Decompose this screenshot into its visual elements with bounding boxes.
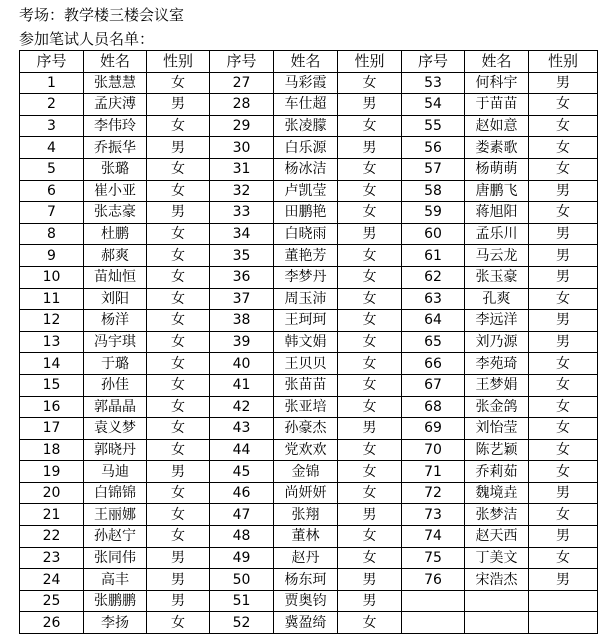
- header-gender-1: 性别: [147, 51, 210, 73]
- table-row: [20, 331, 598, 353]
- candidate-name: 唐鹏飞: [465, 180, 529, 202]
- empty-cell: [402, 590, 465, 612]
- candidate-gender: 女: [338, 202, 402, 224]
- candidate-gender: 女: [338, 310, 402, 332]
- candidate-name: 袁义梦: [84, 418, 147, 440]
- candidate-gender: 男: [529, 245, 598, 267]
- candidate-gender: 男: [338, 94, 402, 116]
- candidate-gender: 女: [147, 180, 210, 202]
- candidate-no: 32: [210, 180, 274, 202]
- candidate-name: 张志豪: [84, 202, 147, 224]
- candidate-no: 4: [20, 137, 84, 159]
- candidate-name: 娄素歌: [465, 137, 529, 159]
- candidate-no: 26: [20, 612, 84, 634]
- candidate-name: 白晓雨: [274, 223, 338, 245]
- candidate-name: 郭晓丹: [84, 439, 147, 461]
- candidate-no: 71: [402, 461, 465, 483]
- candidate-gender: 男: [529, 569, 598, 591]
- candidate-no: 47: [210, 504, 274, 526]
- candidate-no: 3: [20, 115, 84, 137]
- candidate-name: 赵如意: [465, 115, 529, 137]
- candidate-name: 张亚培: [274, 396, 338, 418]
- candidate-name: 车仕超: [274, 94, 338, 116]
- candidate-gender: 女: [529, 115, 598, 137]
- candidate-no: 15: [20, 374, 84, 396]
- candidate-no: 62: [402, 266, 465, 288]
- candidate-name: 杨洋: [84, 310, 147, 332]
- table-row: [20, 482, 598, 504]
- candidate-no: 11: [20, 288, 84, 310]
- candidate-gender: 男: [529, 72, 598, 94]
- candidate-no: 75: [402, 547, 465, 569]
- table-row: [20, 158, 598, 180]
- candidate-name: 张金鸽: [465, 396, 529, 418]
- candidate-no: 60: [402, 223, 465, 245]
- candidate-no: 23: [20, 547, 84, 569]
- candidate-gender: 男: [529, 482, 598, 504]
- candidate-no: 63: [402, 288, 465, 310]
- candidate-gender: 女: [147, 223, 210, 245]
- candidate-no: 67: [402, 374, 465, 396]
- candidate-no: 6: [20, 180, 84, 202]
- candidate-table-body: [20, 72, 598, 633]
- candidate-name: 冯宇琪: [84, 331, 147, 353]
- candidate-name: 蒋旭阳: [465, 202, 529, 224]
- candidate-name: 董林: [274, 526, 338, 548]
- header-no-1: 序号: [20, 51, 84, 73]
- table-row: [20, 396, 598, 418]
- candidate-no: 66: [402, 353, 465, 375]
- candidate-gender: 男: [529, 266, 598, 288]
- table-row: [20, 223, 598, 245]
- candidate-gender: 女: [338, 331, 402, 353]
- candidate-gender: 男: [338, 137, 402, 159]
- candidate-name: 郝爽: [84, 245, 147, 267]
- candidate-name: 郭晶晶: [84, 396, 147, 418]
- candidate-no: 65: [402, 331, 465, 353]
- candidate-no: 13: [20, 331, 84, 353]
- candidate-gender: 男: [338, 418, 402, 440]
- candidate-name: 王珂珂: [274, 310, 338, 332]
- candidate-gender: 女: [338, 245, 402, 267]
- candidate-name: 卢凯莹: [274, 180, 338, 202]
- candidate-gender: 男: [147, 461, 210, 483]
- candidate-name: 刘阳: [84, 288, 147, 310]
- candidate-gender: 女: [147, 266, 210, 288]
- table-row: [20, 590, 598, 612]
- candidate-no: 45: [210, 461, 274, 483]
- candidate-no: 69: [402, 418, 465, 440]
- candidate-gender: 女: [147, 245, 210, 267]
- candidate-name: 赵丹: [274, 547, 338, 569]
- candidate-no: 8: [20, 223, 84, 245]
- candidate-name: 王梦娟: [465, 374, 529, 396]
- candidate-no: 49: [210, 547, 274, 569]
- table-row: [20, 245, 598, 267]
- candidate-gender: 女: [147, 439, 210, 461]
- candidate-gender: 女: [338, 180, 402, 202]
- candidate-gender: 女: [147, 72, 210, 94]
- candidate-no: 50: [210, 569, 274, 591]
- candidate-no: 70: [402, 439, 465, 461]
- candidate-gender: 女: [529, 461, 598, 483]
- candidate-no: 7: [20, 202, 84, 224]
- candidate-gender: 男: [147, 94, 210, 116]
- candidate-no: 21: [20, 504, 84, 526]
- candidate-name: 韩文娟: [274, 331, 338, 353]
- candidate-no: 56: [402, 137, 465, 159]
- candidate-no: 35: [210, 245, 274, 267]
- table-row: [20, 353, 598, 375]
- candidate-gender: 男: [529, 223, 598, 245]
- candidate-no: 2: [20, 94, 84, 116]
- candidate-name: 张苗苗: [274, 374, 338, 396]
- candidate-name: 孔爽: [465, 288, 529, 310]
- candidate-gender: 女: [529, 202, 598, 224]
- candidate-no: 30: [210, 137, 274, 159]
- table-row: [20, 202, 598, 224]
- candidate-name: 周玉沛: [274, 288, 338, 310]
- candidate-name: 杨冰洁: [274, 158, 338, 180]
- candidate-no: 44: [210, 439, 274, 461]
- table-row: [20, 266, 598, 288]
- table-row: [20, 418, 598, 440]
- candidate-name: 魏境垚: [465, 482, 529, 504]
- candidate-gender: 女: [338, 115, 402, 137]
- candidate-name: 孙赵宁: [84, 526, 147, 548]
- candidate-list-title: 参加笔试人员名单：: [19, 30, 155, 48]
- candidate-name: 白锦锦: [84, 482, 147, 504]
- candidate-gender: 女: [338, 266, 402, 288]
- candidate-name: 乔振华: [84, 137, 147, 159]
- candidate-gender: 女: [338, 439, 402, 461]
- table-row: [20, 504, 598, 526]
- candidate-gender: 女: [338, 482, 402, 504]
- candidate-gender: 女: [147, 418, 210, 440]
- candidate-name: 张鹏鹏: [84, 590, 147, 612]
- table-row: [20, 94, 598, 116]
- candidate-no: 76: [402, 569, 465, 591]
- candidate-no: 24: [20, 569, 84, 591]
- candidate-gender: 女: [529, 374, 598, 396]
- candidate-gender: 女: [529, 396, 598, 418]
- candidate-gender: 女: [147, 612, 210, 634]
- empty-cell: [529, 612, 598, 634]
- candidate-name: 李扬: [84, 612, 147, 634]
- candidate-name: 杨萌萌: [465, 158, 529, 180]
- candidate-name: 张翔: [274, 504, 338, 526]
- candidate-no: 1: [20, 72, 84, 94]
- candidate-no: 57: [402, 158, 465, 180]
- candidate-gender: 女: [338, 288, 402, 310]
- table-row: [20, 374, 598, 396]
- candidate-no: 58: [402, 180, 465, 202]
- candidate-name: 田鹏艳: [274, 202, 338, 224]
- candidate-gender: 男: [338, 590, 402, 612]
- candidate-name: 于璐: [84, 353, 147, 375]
- candidate-name: 白乐源: [274, 137, 338, 159]
- candidate-gender: 女: [338, 547, 402, 569]
- candidate-no: 5: [20, 158, 84, 180]
- candidate-no: 55: [402, 115, 465, 137]
- candidate-no: 73: [402, 504, 465, 526]
- candidate-no: 68: [402, 396, 465, 418]
- candidate-gender: 女: [147, 310, 210, 332]
- candidate-no: 53: [402, 72, 465, 94]
- candidate-name: 王贝贝: [274, 353, 338, 375]
- candidate-gender: 女: [338, 353, 402, 375]
- candidate-gender: 女: [529, 158, 598, 180]
- candidate-gender: 女: [147, 331, 210, 353]
- candidate-gender: 女: [529, 288, 598, 310]
- candidate-no: 19: [20, 461, 84, 483]
- candidate-no: 31: [210, 158, 274, 180]
- candidate-gender: 女: [338, 158, 402, 180]
- candidate-no: 29: [210, 115, 274, 137]
- candidate-name: 杜鹏: [84, 223, 147, 245]
- candidate-name: 张同伟: [84, 547, 147, 569]
- candidate-gender: 女: [529, 137, 598, 159]
- candidate-no: 54: [402, 94, 465, 116]
- candidate-no: 36: [210, 266, 274, 288]
- candidate-gender: 女: [338, 72, 402, 94]
- candidate-no: 41: [210, 374, 274, 396]
- candidate-name: 乔莉茹: [465, 461, 529, 483]
- candidate-no: 64: [402, 310, 465, 332]
- candidate-name: 何科宇: [465, 72, 529, 94]
- candidate-no: 10: [20, 266, 84, 288]
- candidate-name: 孙佳: [84, 374, 147, 396]
- table-row: [20, 439, 598, 461]
- candidate-name: 张凌朦: [274, 115, 338, 137]
- candidate-gender: 女: [147, 526, 210, 548]
- candidate-name: 李远洋: [465, 310, 529, 332]
- candidate-name: 于苗苗: [465, 94, 529, 116]
- candidate-name: 马迪: [84, 461, 147, 483]
- candidate-name: 孟乐川: [465, 223, 529, 245]
- candidate-no: 48: [210, 526, 274, 548]
- candidate-name: 李苑琦: [465, 353, 529, 375]
- candidate-name: 丁美文: [465, 547, 529, 569]
- candidate-name: 马云龙: [465, 245, 529, 267]
- header-name-1: 姓名: [84, 51, 147, 73]
- candidate-name: 贾奥钧: [274, 590, 338, 612]
- candidate-gender: 女: [529, 547, 598, 569]
- candidate-gender: 男: [338, 223, 402, 245]
- candidate-name: 张梦洁: [465, 504, 529, 526]
- candidate-gender: 女: [338, 461, 402, 483]
- table-header-row: [20, 51, 598, 73]
- candidate-gender: 男: [529, 180, 598, 202]
- candidate-no: 17: [20, 418, 84, 440]
- candidate-no: 12: [20, 310, 84, 332]
- candidate-name: 杨东珂: [274, 569, 338, 591]
- candidate-no: 28: [210, 94, 274, 116]
- table-row: [20, 115, 598, 137]
- header-no-2: 序号: [210, 51, 274, 73]
- candidate-gender: 女: [529, 353, 598, 375]
- candidate-name: 李梦丹: [274, 266, 338, 288]
- candidate-gender: 男: [529, 526, 598, 548]
- header-name-3: 姓名: [465, 51, 529, 73]
- candidate-name: 刘乃源: [465, 331, 529, 353]
- candidate-no: 46: [210, 482, 274, 504]
- candidate-gender: 女: [147, 482, 210, 504]
- candidate-no: 14: [20, 353, 84, 375]
- empty-cell: [402, 612, 465, 634]
- candidate-name: 孟庆溥: [84, 94, 147, 116]
- candidate-no: 52: [210, 612, 274, 634]
- candidate-no: 40: [210, 353, 274, 375]
- candidate-no: 25: [20, 590, 84, 612]
- candidate-name: 崔小亚: [84, 180, 147, 202]
- candidate-no: 16: [20, 396, 84, 418]
- candidate-no: 59: [402, 202, 465, 224]
- candidate-gender: 男: [147, 202, 210, 224]
- candidate-name: 刘怡莹: [465, 418, 529, 440]
- candidate-name: 尚妍妍: [274, 482, 338, 504]
- table-row: [20, 612, 598, 634]
- candidate-name: 孙豪杰: [274, 418, 338, 440]
- candidate-gender: 女: [147, 374, 210, 396]
- candidate-name: 宋浩杰: [465, 569, 529, 591]
- candidate-gender: 女: [338, 374, 402, 396]
- candidate-name: 张玉豪: [465, 266, 529, 288]
- exam-room-heading: 考场：教学楼三楼会议室: [19, 6, 185, 24]
- table-row: [20, 569, 598, 591]
- table-row: [20, 526, 598, 548]
- candidate-name: 高丰: [84, 569, 147, 591]
- candidate-name: 党欢欢: [274, 439, 338, 461]
- candidate-no: 43: [210, 418, 274, 440]
- candidate-no: 39: [210, 331, 274, 353]
- candidate-gender: 女: [147, 158, 210, 180]
- candidate-no: 18: [20, 439, 84, 461]
- header-no-3: 序号: [402, 51, 465, 73]
- table-row: [20, 137, 598, 159]
- candidate-gender: 女: [338, 526, 402, 548]
- candidate-name: 金锦: [274, 461, 338, 483]
- candidate-gender: 男: [147, 137, 210, 159]
- candidate-gender: 女: [529, 439, 598, 461]
- candidate-no: 34: [210, 223, 274, 245]
- table-row: [20, 547, 598, 569]
- candidate-name: 赵天西: [465, 526, 529, 548]
- candidate-no: 72: [402, 482, 465, 504]
- candidate-gender: 男: [529, 331, 598, 353]
- candidate-name: 张慧慧: [84, 72, 147, 94]
- empty-cell: [465, 612, 529, 634]
- candidate-name: 冀盈绮: [274, 612, 338, 634]
- candidate-name: 董艳芳: [274, 245, 338, 267]
- candidate-name: 陈艺颖: [465, 439, 529, 461]
- candidate-name: 苗灿恒: [84, 266, 147, 288]
- candidate-no: 22: [20, 526, 84, 548]
- candidate-gender: 女: [147, 115, 210, 137]
- candidate-gender: 男: [338, 569, 402, 591]
- candidate-gender: 男: [529, 310, 598, 332]
- candidate-no: 20: [20, 482, 84, 504]
- candidate-name: 张璐: [84, 158, 147, 180]
- candidate-gender: 男: [147, 569, 210, 591]
- candidate-no: 33: [210, 202, 274, 224]
- candidate-gender: 女: [147, 504, 210, 526]
- candidate-no: 51: [210, 590, 274, 612]
- candidate-no: 74: [402, 526, 465, 548]
- candidate-gender: 女: [529, 504, 598, 526]
- table-row: [20, 72, 598, 94]
- table-row: [20, 461, 598, 483]
- table-row: [20, 288, 598, 310]
- header-name-2: 姓名: [274, 51, 338, 73]
- table-row: [20, 180, 598, 202]
- candidate-name: 马彩霞: [274, 72, 338, 94]
- candidate-gender: 女: [338, 396, 402, 418]
- candidate-gender: 女: [338, 612, 402, 634]
- empty-cell: [465, 590, 529, 612]
- candidate-gender: 女: [147, 353, 210, 375]
- candidate-gender: 男: [147, 590, 210, 612]
- candidate-no: 38: [210, 310, 274, 332]
- candidate-name: 王丽娜: [84, 504, 147, 526]
- candidate-gender: 女: [147, 288, 210, 310]
- candidate-no: 42: [210, 396, 274, 418]
- candidate-gender: 女: [147, 396, 210, 418]
- candidate-gender: 男: [147, 547, 210, 569]
- candidate-no: 37: [210, 288, 274, 310]
- candidate-gender: 男: [338, 504, 402, 526]
- candidate-no: 9: [20, 245, 84, 267]
- header-gender-3: 性别: [529, 51, 598, 73]
- candidate-table: [19, 50, 598, 634]
- candidate-no: 27: [210, 72, 274, 94]
- candidate-gender: 女: [529, 418, 598, 440]
- header-gender-2: 性别: [338, 51, 402, 73]
- candidate-no: 61: [402, 245, 465, 267]
- empty-cell: [529, 590, 598, 612]
- table-row: [20, 310, 598, 332]
- candidate-gender: 女: [529, 94, 598, 116]
- candidate-name: 李伟玲: [84, 115, 147, 137]
